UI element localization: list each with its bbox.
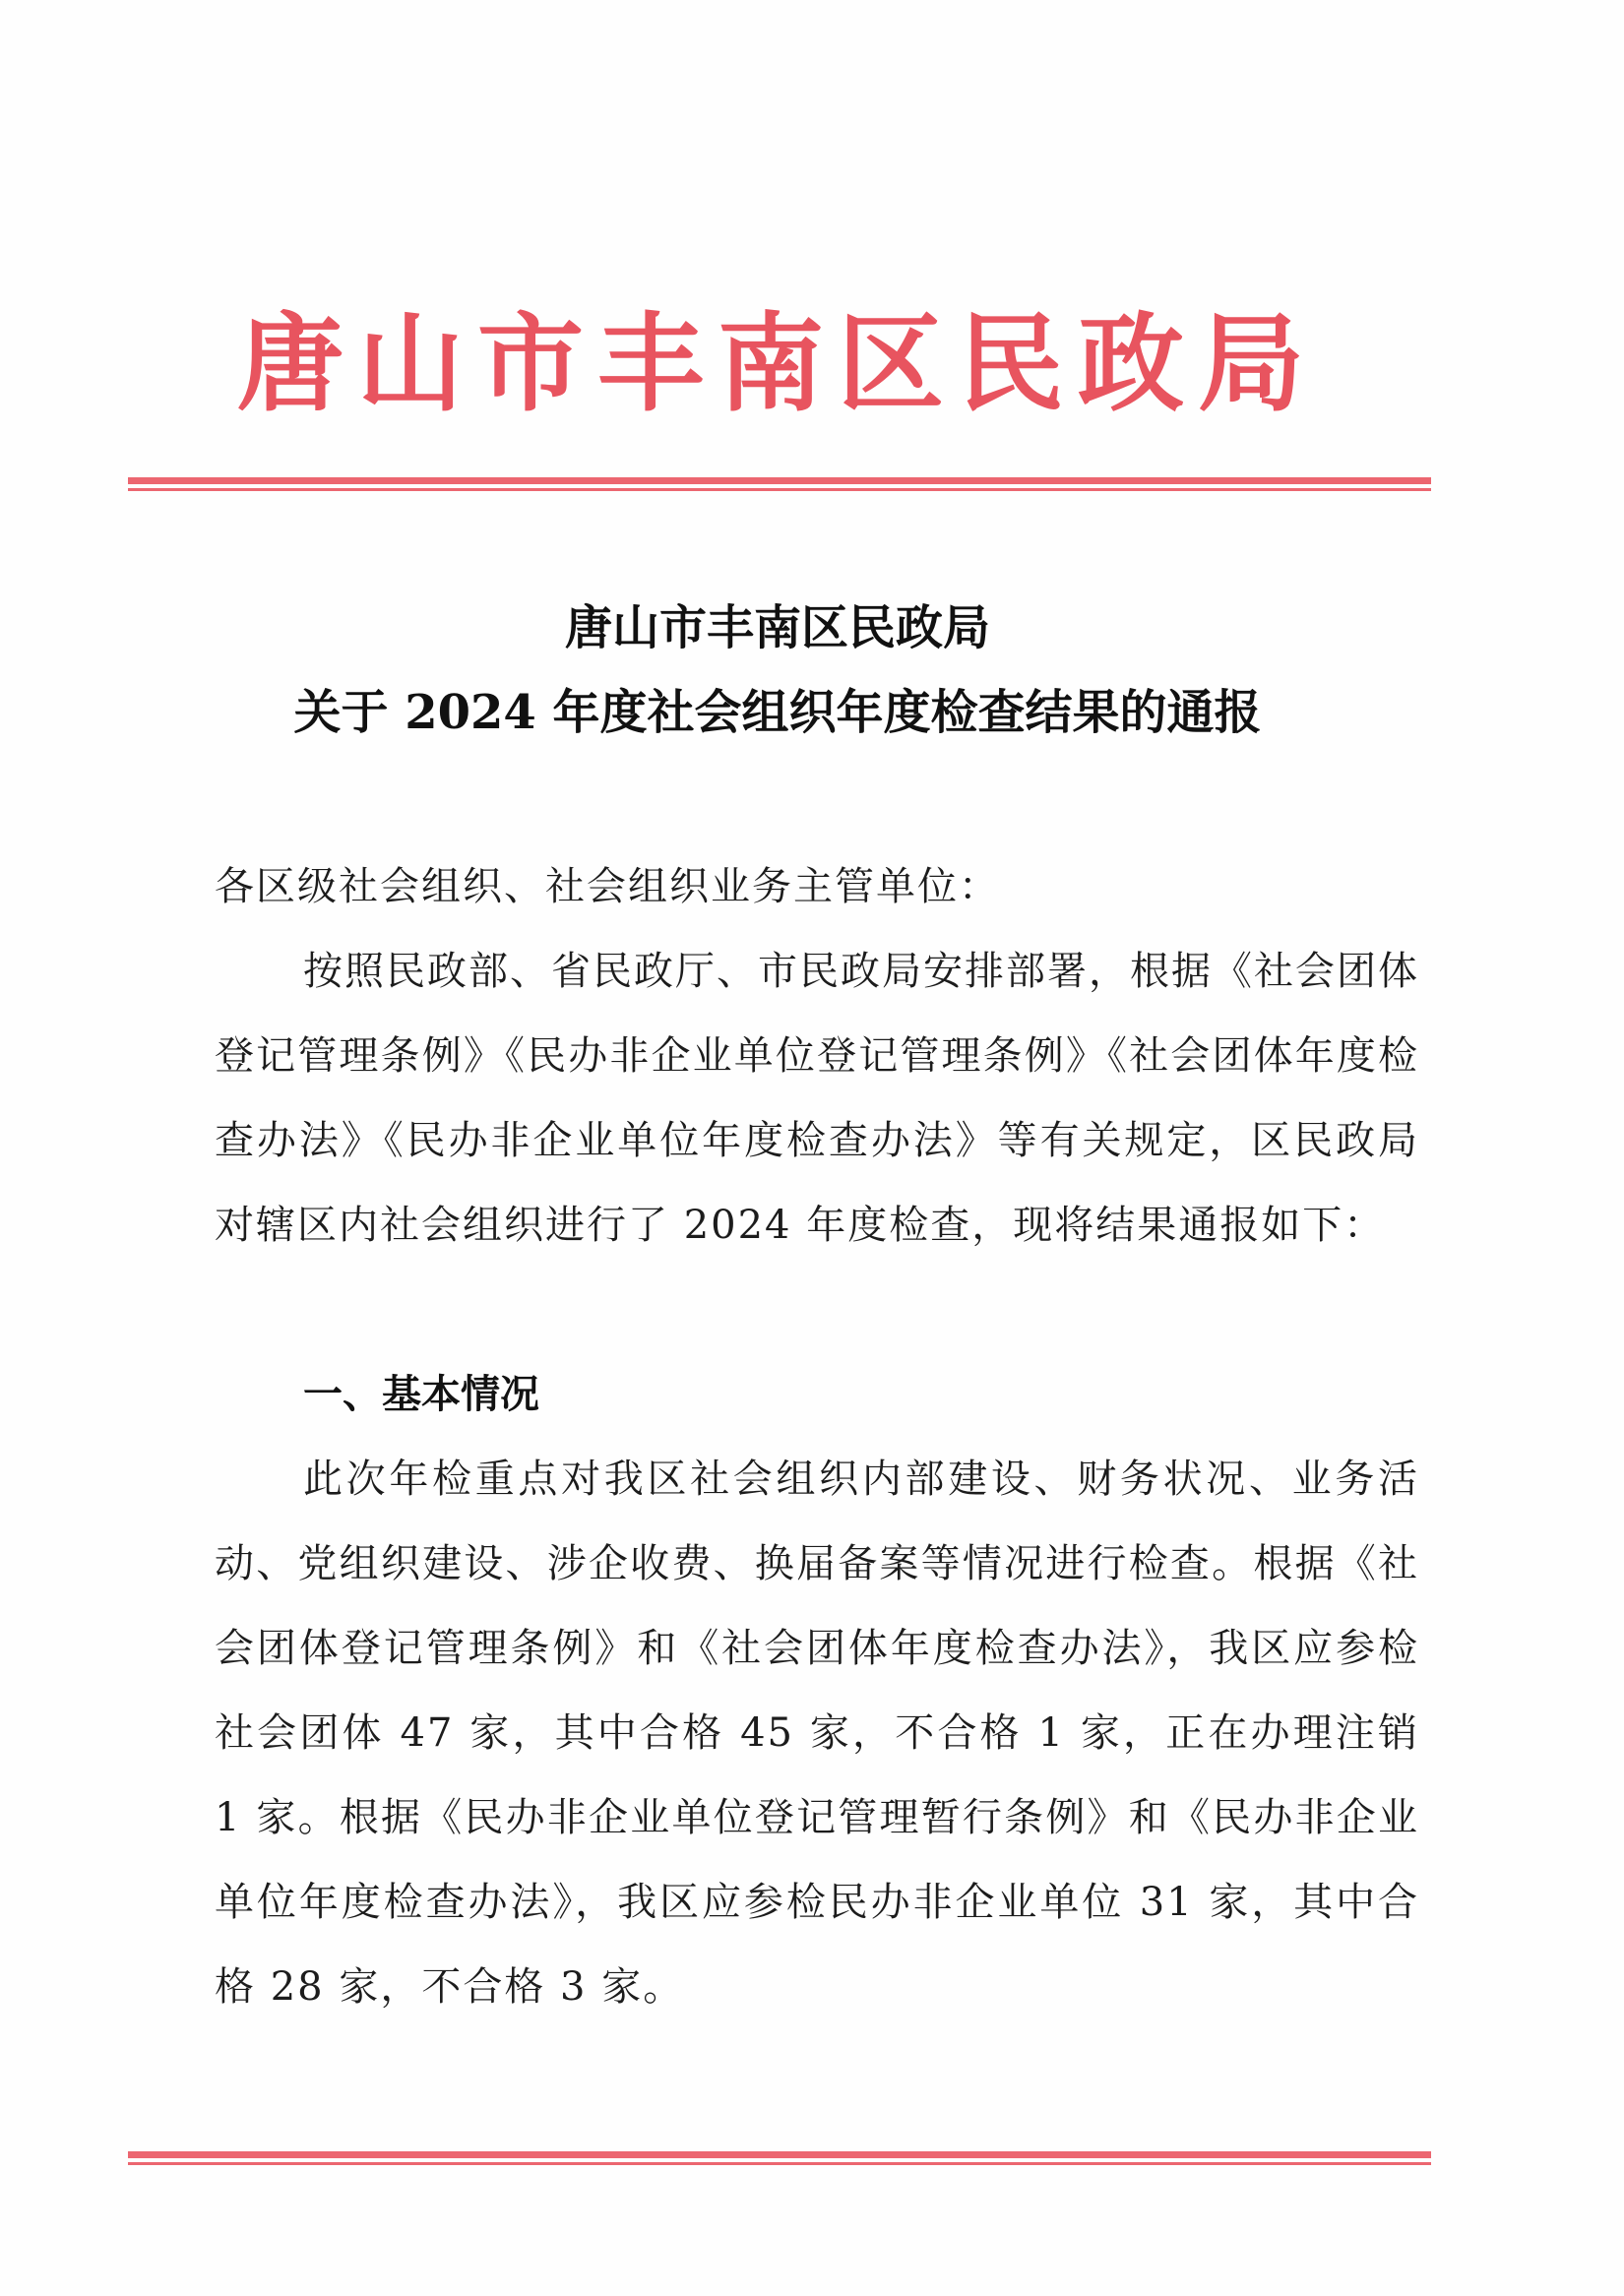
red-rule-thin-line — [128, 2162, 1431, 2165]
masthead-red-rule — [128, 477, 1431, 493]
red-rule-thick-line — [128, 2151, 1431, 2158]
red-rule-thin-line — [128, 488, 1431, 491]
basic-situation-paragraph: 此次年检重点对我区社会组织内部建设、财务状况、业务活动、党组织建设、涉企收费、换届备案等情况进行检查。根据《社会团体登记管理条例》和《社会团体年度检查办法》，我区应参检社会团体 47 家，其中合格 45 家，不合格 1 家，正在办理注销 1 家。根据《民办非企业单位登记管理暂行条例》和《民办非企业单位年度检查办法》，我区应参检民办非企业单位 31 家，其中合格 28 家，不合格 3 家。 — [215, 1457, 1419, 2010]
salutation: 各区级社会组织、社会组织业务主管单位： — [215, 864, 1000, 909]
document-title-line-2: 关于 2024 年度社会组织年度检查结果的通报 — [293, 685, 1262, 740]
footer-red-rule — [128, 2151, 1431, 2167]
masthead-title: 唐山市丰南区民政局 — [236, 302, 1318, 426]
document-title-line-1: 唐山市丰南区民政局 — [564, 600, 990, 655]
section-heading-basic-situation: 一、基本情况 — [303, 1372, 539, 1417]
red-rule-thick-line — [128, 477, 1431, 484]
intro-paragraph: 按照民政部、省民政厅、市民政局安排部署，根据《社会团体登记管理条例》《民办非企业单位登记管理条例》《社会团体年度检查办法》《民办非企业单位年度检查办法》等有关规定，区民政局对辖区内社会组织进行了 2024 年度检查，现将结果通报如下： — [215, 949, 1419, 1248]
